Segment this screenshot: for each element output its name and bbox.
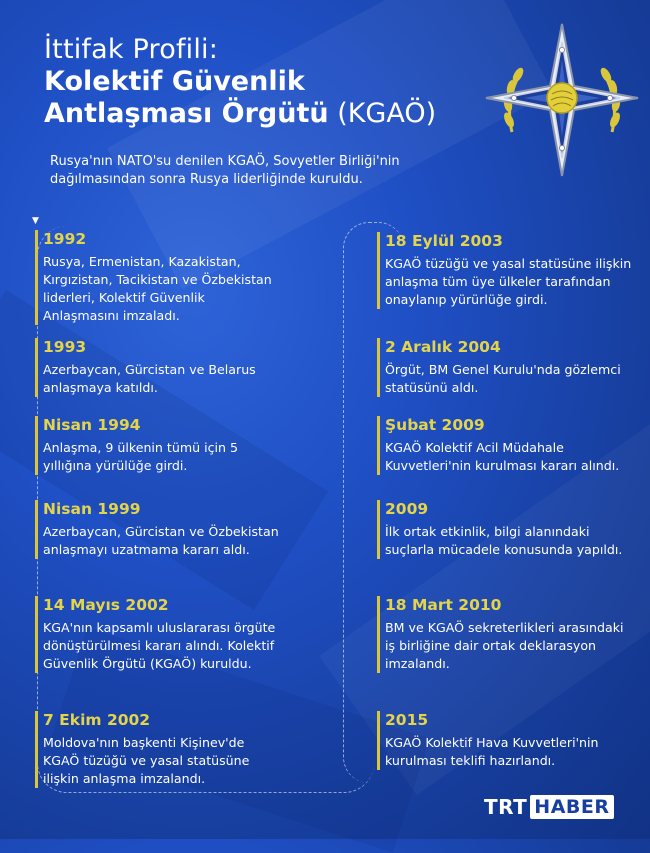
event-text: Moldova'nın başkenti Kişinev'de KGAÖ tüzüğü ve yasal statüsüne ilişkin anlaşma imzalandı.: [43, 734, 250, 786]
timeline-event: [377, 711, 635, 770]
timeline-event: [35, 338, 283, 397]
event-text: Rusya, Ermenistan, Kazakistan, Kırgızistan, Tacikistan ve Özbekistan liderleri, Kolektif Güvenlik Anlaşmasını imzaladı.: [43, 253, 272, 323]
timeline-event: [35, 230, 283, 325]
timeline-event: [377, 338, 635, 397]
event-year: 2015: [385, 711, 429, 729]
timeline-event: [377, 596, 635, 673]
event-year: 2009: [385, 500, 429, 518]
event-year: 18 Eylül 2003: [385, 232, 503, 250]
logo-trt-text: TRT: [484, 795, 528, 819]
event-text: BM ve KGAÖ sekreterlikleri arasındaki iş birliğine dair ortak deklarasyon imzalandı.: [385, 619, 624, 671]
timeline-event: [377, 500, 635, 559]
title-line-1: İttifak Profili:: [44, 34, 219, 65]
timeline-event: [377, 232, 635, 309]
event-text: İlk ortak etkinlik, bilgi alanındaki suçlarla mücadele konusunda yapıldı.: [385, 523, 623, 557]
title-abbreviation: (KGAÖ): [328, 97, 437, 129]
title-line-2: Kolektif Güvenlik: [44, 65, 305, 97]
triangle-down-icon: ▼: [32, 216, 39, 226]
timeline-event: [35, 416, 283, 475]
event-year: 1992: [43, 230, 87, 248]
logo-haber-text: HABER: [530, 795, 613, 819]
subtitle: Rusya'nın NATO'su denilen KGAÖ, Sovyetler Birliği'nin dağılmasından sonra Rusya liderliğinde kuruldu.: [50, 154, 400, 188]
event-year: 2 Aralık 2004: [385, 338, 501, 356]
event-text: KGAÖ Kolektif Hava Kuvvetleri'nin kurulması teklifi hazırlandı.: [385, 734, 599, 768]
page-title: [44, 34, 484, 130]
event-year: 14 Mayıs 2002: [43, 596, 169, 614]
timeline-event: [377, 416, 635, 475]
event-text: Azerbaycan, Gürcistan ve Belarus anlaşmaya katıldı.: [43, 361, 256, 395]
event-text: KGA'nın kapsamlı uluslararası örgüte dönüştürülmesi kararı alındı. Kolektif Güvenlik Örgütü (KGAÖ) kuruldu.: [43, 619, 276, 671]
event-year: 18 Mart 2010: [385, 596, 502, 614]
event-text: Azerbaycan, Gürcistan ve Özbekistan anlaşmayı uzatmama kararı aldı.: [43, 523, 279, 557]
event-text: Örgüt, BM Genel Kurulu'nda gözlemci statüsünü aldı.: [385, 361, 621, 395]
csto-emblem-icon: [482, 20, 642, 180]
event-text: KGAÖ Kolektif Acil Müdahale Kuvvetleri'nin kurulması kararı alındı.: [385, 439, 620, 473]
event-text: Anlaşma, 9 ülkenin tümü için 5 yıllığına yürülüğe girdi.: [43, 439, 239, 473]
event-year: Nisan 1994: [43, 416, 141, 434]
title-line-3: Antlaşması Örgütü (KGAÖ): [44, 97, 437, 129]
trt-haber-logo: [484, 794, 614, 820]
event-text: KGAÖ tüzüğü ve yasal statüsüne ilişkin anlaşma tüm üye ülkeler tarafından onaylanıp yürürlüğe girdi.: [385, 255, 632, 307]
event-year: 1993: [43, 338, 87, 356]
timeline-event: [35, 596, 283, 673]
timeline-event: [35, 500, 283, 559]
event-year: 7 Ekim 2002: [43, 711, 151, 729]
timeline-event: [35, 711, 283, 788]
event-year: Nisan 1999: [43, 500, 141, 518]
event-year: Şubat 2009: [385, 416, 485, 434]
